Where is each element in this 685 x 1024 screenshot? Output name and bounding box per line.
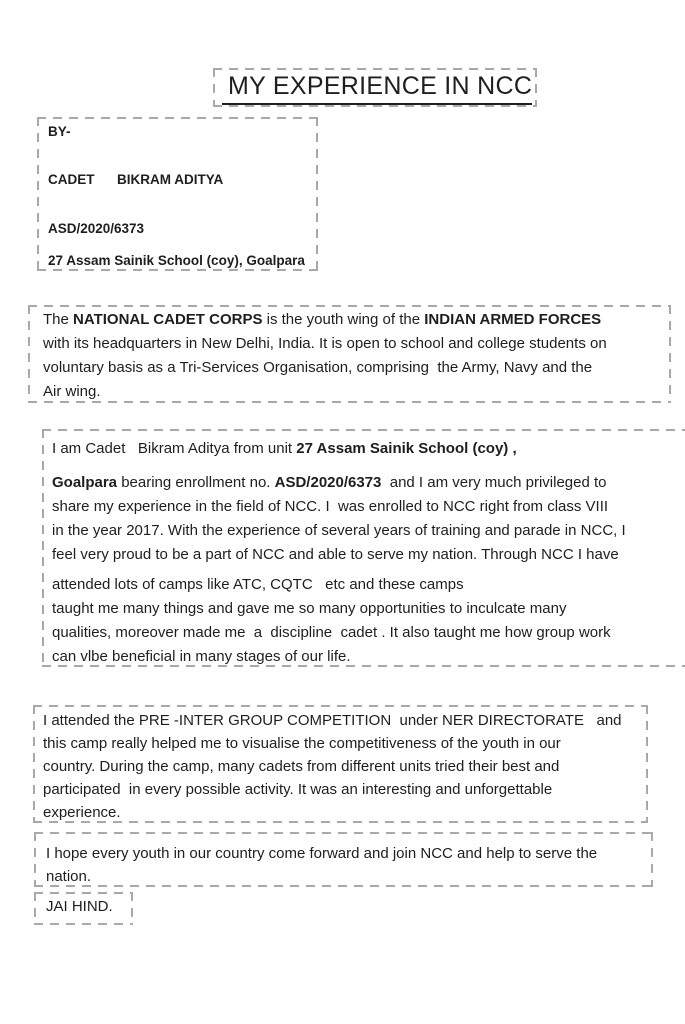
text-line: ASD/2020/6373	[48, 221, 145, 236]
text-line: taught me many things and gave me so many opportunities to inculcate many	[52, 600, 567, 617]
text-line: CADET BIKRAM ADITYA	[48, 172, 224, 187]
text-line: participated in every possible activity. It was an interesting and unforgettable	[43, 781, 553, 798]
text-line: JAI HIND.	[46, 898, 113, 915]
signoff-line	[46, 897, 133, 917]
text-line: with its headquarters in New Delhi, India. It is open to school and college students on	[43, 335, 607, 352]
text-line: nation.	[46, 868, 92, 885]
text-line: I hope every youth in our country come forward and join NCC and help to serve the	[46, 845, 598, 862]
text-line: share my experience in the field of NCC. I was enrolled to NCC right from class VIII	[52, 498, 609, 515]
text-line: feel very proud to be a part of NCC and able to serve my nation. Through NCC I have	[52, 546, 619, 563]
experience-paragraph	[52, 437, 685, 669]
text-line: Air wing.	[43, 383, 101, 400]
title-text-frame[interactable]	[213, 68, 537, 107]
signoff-text-frame[interactable]	[34, 892, 133, 925]
text-line: qualities, moreover made me a discipline cadet . It also taught me how group work	[52, 624, 611, 641]
text-line: Goalpara bearing enrollment no. ASD/2020/6373 and I am very much privileged to	[52, 474, 607, 491]
conclusion-paragraph	[46, 842, 653, 888]
experience-text-frame[interactable]	[42, 429, 685, 667]
text-line: BY-	[48, 124, 71, 139]
intro-paragraph	[43, 308, 671, 404]
text-line: experience.	[43, 804, 121, 821]
author-block	[48, 123, 318, 269]
text-line: this camp really helped me to visualise the competitiveness of the youth in our	[43, 735, 561, 752]
text-line: in the year 2017. With the experience of several years of training and parade in NCC, I	[52, 522, 626, 539]
camp-text-frame[interactable]	[33, 705, 648, 823]
text-line: I am Cadet Bikram Aditya from unit 27 Assam Sainik School (coy) ,	[52, 440, 517, 457]
text-line: can vlbe beneficial in many stages of our life.	[52, 648, 351, 665]
text-line: country. During the camp, many cadets from different units tried their best and	[43, 758, 560, 775]
text-line: voluntary basis as a Tri-Services Organisation, comprising the Army, Navy and the	[43, 359, 593, 376]
text-line: I attended the PRE -INTER GROUP COMPETITION under NER DIRECTORATE and	[43, 712, 622, 729]
camp-paragraph	[43, 709, 648, 824]
text-line: 27 Assam Sainik School (coy), Goalpara	[48, 253, 305, 268]
author-text-frame[interactable]	[37, 117, 318, 271]
page-title: MY EXPERIENCE IN NCC	[222, 72, 532, 105]
intro-text-frame[interactable]	[28, 305, 671, 403]
conclusion-text-frame[interactable]	[34, 832, 653, 887]
text-line: The NATIONAL CADET CORPS is the youth wing of the INDIAN ARMED FORCES	[43, 311, 602, 328]
text-line: attended lots of camps like ATC, CQTC etc and these camps	[52, 576, 464, 593]
